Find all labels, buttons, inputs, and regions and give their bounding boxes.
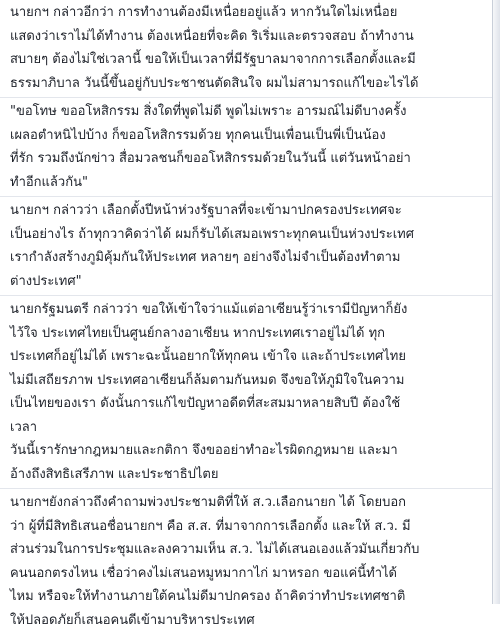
right-edge-rule [492,0,500,604]
paragraph-election-concern: นายกฯ กล่าวว่า เลือกตั้งปีหน้าห่วงรัฐบาลที่จะเข้ามาปกครองประเทศจะ เป็นอย่างไร ถ้าทุกวาคิดว่าได้ ผมก็รับได้เสมอเพราะทุกคนเป็นห่วงประเทศ เรากำลังสร้างภูมิคุ้มกันให้ประเทศ หลายๆ อย่างจึงไม่จำเป็นต้องทำตาม ต่างประเทศ" [0,197,493,296]
paragraph-apology-quote: "ขอโทษ ขออโหสิกรรม สิ่งใดที่พูดไม่ดี พูดไม่เพราะ อารมณ์ไม่ดีบางครั้ง เผลอตำหนิไปบ้าง ก็ขออโหสิกรรมด้วย ทุกคนเป็นเพื่อนเป็นพี่เป็นน้อง ที่รัก รวมถึงนักข่าว สื่อมวลชนก็ขออโหสิกรรมด้วยในวันนี้ แต่วันหน้าอย่า ทำอีกแล้วกัน" [0,98,493,197]
paragraph-asean-stability: นายกรัฐมนตรี กล่าวว่า ขอให้เข้าใจว่าแม้แต่อาเซียนรู้ว่าเรามีปัญหาก็ยัง ไว้ใจ ประเทศไทยเป็นศูนย์กลางอาเซียน หากประเทศเราอยู่ไม่ได้ ทุก ประเทศก็อยู่ไม่ได้ เพราะฉะนั้นอยากให้ทุกคน เข้าใจ และถ้าประเทศไทย ไม่มีเสถียรภาพ ประเทศอาเซียนก็ล้มตามกันหมด จึงขอให้ภูมิใจในความ เป็นไทยของเรา ดังนั้นการแก้ไขปัญหาอดีตที่สะสมมาหลายสิบปี ต้องใช้ เวลา วันนี้เรารักษากฎหมายและกติกา จึงขออย่าทำอะไรผิดกฎหมาย และมา อ้างถึงสิทธิเสรีภาพ และประชาธิปไตย [0,296,493,489]
paragraph-senate-question: นายกฯยังกล่าวถึงคำถามพ่วงประชามติที่ให้ ส.ว.เลือกนายก ได้ โดยบอก ว่า ผู้ที่มีสิทธิเสนอชื่อนายกฯ คือ ส.ส. ที่มาจากการเลือกตั้ง และให้ ส.ว. มี ส่วนร่วมในการประชุมและลงความเห็น ส.ว. ไม่ได้เสนอเองแล้วมันเกี่ยวกับ คนนอกตรงไหน เชื่อว่าคงไม่เสนอหมูหมากาไก่ มาหรอก ขอแค่นี้ทำได้ ไหม หรือจะให้ทำงานภายใต้คนไม่ดีมาปกครอง ถ้าคิดว่าทำประเทศชาติ ให้ปลอดภัยก็เสนอคนดีเข้ามาบริหารประเทศ [10,495,420,628]
paragraph-apology-context: นายกฯ กล่าวอีกว่า การทำงานต้องมีเหนื่อยอยู่แล้ว หากวันใดไม่เหนื่อย แสดงว่าเราไม่ได้ทำงาน ต้องเหนื่อยที่จะคิด ริเริ่มและตรวจสอบ ถ้าทำงาน สบายๆ ต้องไม่ใช่เวลานี้ ขอให้เป็นเวลาที่มีรัฐบาลมาจากการเลือกตั้งและมี ธรรมาภิบาล วันนี้ขึ้นอยู่กับประชาชนตัดสินใจ ผมไม่สามารถแก้ไขอะไรได้ [0,0,493,98]
